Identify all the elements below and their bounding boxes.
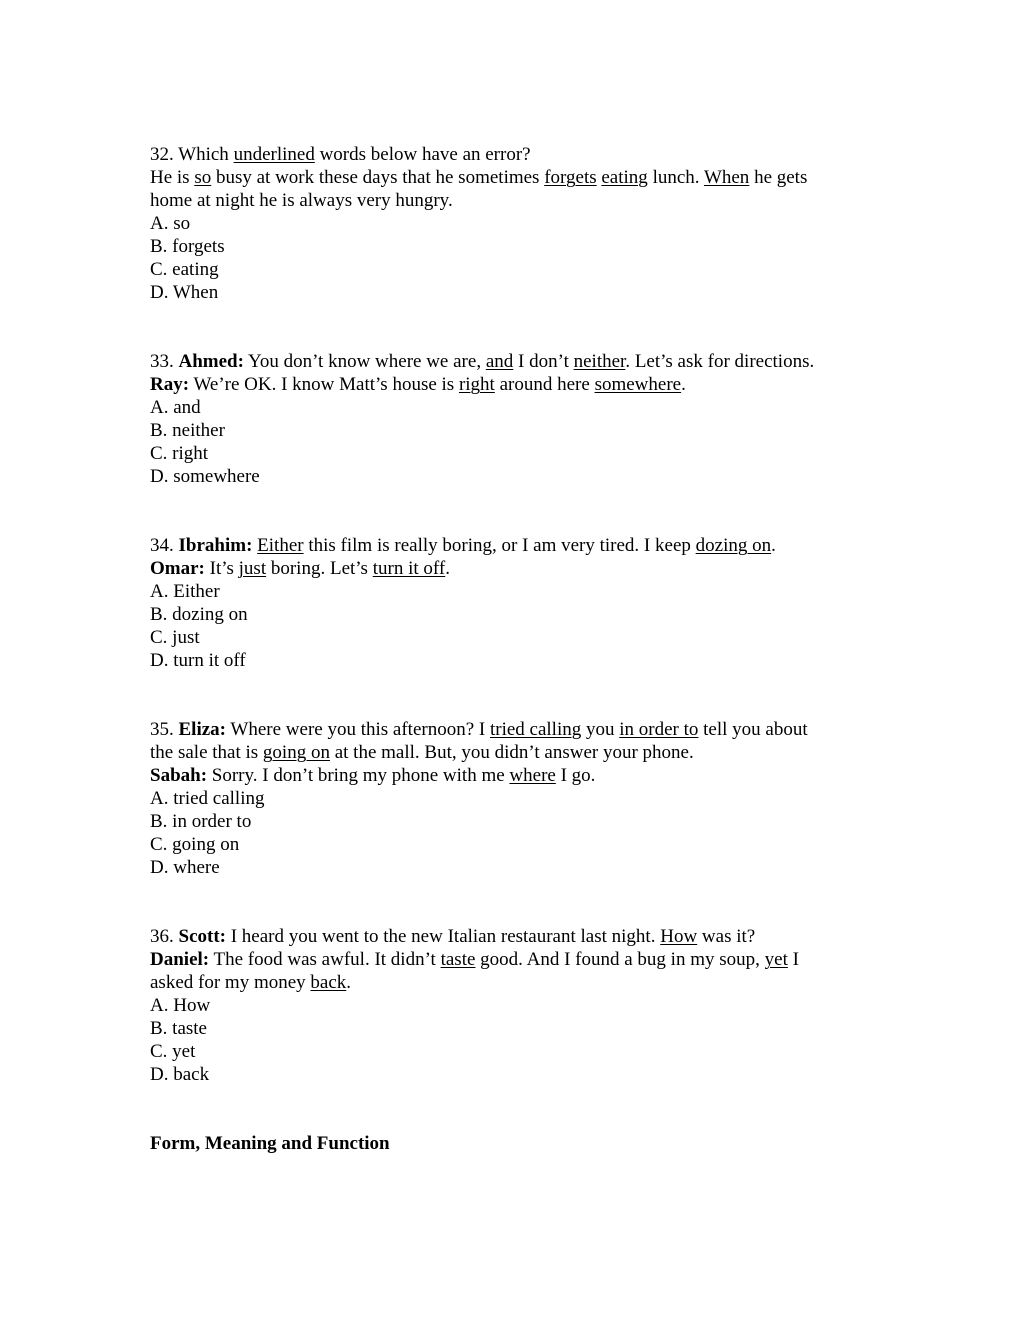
answer-option: B. dozing on xyxy=(150,604,248,625)
underlined-word: eating xyxy=(601,167,648,188)
underlined-word: underlined xyxy=(233,144,315,165)
answer-option: C. going on xyxy=(150,834,240,855)
answer-option: D. turn it off xyxy=(150,650,246,671)
speaker-name: Scott: xyxy=(178,926,226,947)
question-block xyxy=(150,718,870,879)
answer-option: D. where xyxy=(150,857,220,878)
underlined-word: Either xyxy=(257,535,304,556)
question-spacer xyxy=(150,879,870,925)
text-run: 33. xyxy=(150,351,179,372)
question-block xyxy=(150,534,870,672)
question-spacer xyxy=(150,304,870,350)
underlined-word: in order to xyxy=(619,719,699,740)
speaker-name: Ahmed: xyxy=(178,351,244,372)
text-run: It’s xyxy=(204,558,239,579)
question-spacer xyxy=(150,488,870,534)
text-run: boring. Let’s xyxy=(266,558,373,579)
underlined-word: going on xyxy=(262,742,330,763)
text-run: 36. xyxy=(150,926,179,947)
text-run: asked for my money xyxy=(150,972,311,993)
question-spacer xyxy=(150,672,870,718)
answer-option: C. just xyxy=(150,627,200,648)
text-run: He is xyxy=(150,167,195,188)
answer-option: C. right xyxy=(150,443,209,464)
text-run: I xyxy=(787,949,799,970)
question-text-line xyxy=(150,971,870,994)
question-text-line xyxy=(150,189,870,212)
text-run: . xyxy=(445,558,450,579)
underlined-word: yet xyxy=(764,949,788,970)
underlined-word: forgets xyxy=(544,167,597,188)
text-run: Sorry. I don’t bring my phone with me xyxy=(207,765,510,786)
underlined-word: dozing on xyxy=(695,535,772,556)
text-run: You don’t know where we are, xyxy=(243,351,486,372)
question-text-line xyxy=(150,166,870,189)
text-run: . Let’s ask for directions. xyxy=(625,351,815,372)
text-run: The food was awful. It didn’t xyxy=(209,949,441,970)
underlined-word: When xyxy=(703,167,750,188)
underlined-word: neither xyxy=(573,351,626,372)
text-run: this film is really boring, or I am very tired. I keep xyxy=(303,535,696,556)
answer-option: D. When xyxy=(150,282,219,303)
text-run: We’re OK. I know Matt’s house is xyxy=(189,374,459,395)
answer-option: A. tried calling xyxy=(150,788,265,809)
question-block xyxy=(150,350,870,488)
text-run: you xyxy=(581,719,620,740)
text-run: was it? xyxy=(697,926,756,947)
underlined-word: How xyxy=(660,926,698,947)
question-block xyxy=(150,925,870,1086)
answer-option: A. Either xyxy=(150,581,220,602)
text-run: home at night he is always very hungry. xyxy=(150,190,453,211)
underlined-word: tried calling xyxy=(489,719,582,740)
underlined-word: so xyxy=(194,167,212,188)
speaker-name: Ibrahim: xyxy=(178,535,253,556)
speaker-name: Omar: xyxy=(150,558,205,579)
answer-option: A. How xyxy=(150,995,211,1016)
answer-option: B. in order to xyxy=(150,811,252,832)
text-run: lunch. xyxy=(647,167,704,188)
question-text-line xyxy=(150,764,870,787)
answer-option: A. so xyxy=(150,213,191,234)
text-run: around here xyxy=(494,374,595,395)
text-run: . xyxy=(771,535,776,556)
underlined-word: taste xyxy=(440,949,476,970)
text-run: 32. Which xyxy=(150,144,234,165)
answer-option: D. somewhere xyxy=(150,466,260,487)
question-text-line xyxy=(150,557,870,580)
answer-option: B. taste xyxy=(150,1018,207,1039)
underlined-word: right xyxy=(458,374,495,395)
text-run: he gets xyxy=(749,167,808,188)
text-run: tell you about xyxy=(698,719,808,740)
question-prompt-line xyxy=(150,143,870,166)
text-run: 35. xyxy=(150,719,179,740)
text-run: at the mall. But, you didn’t answer your phone. xyxy=(329,742,694,763)
underlined-word: where xyxy=(509,765,556,786)
text-run: I don’t xyxy=(513,351,574,372)
text-run: busy at work these days that he sometimes xyxy=(211,167,545,188)
text-run: . xyxy=(346,972,352,993)
text-run: 34. xyxy=(150,535,179,556)
answer-option: B. forgets xyxy=(150,236,225,257)
question-list xyxy=(150,143,870,1132)
answer-option: D. back xyxy=(150,1064,210,1085)
text-run: Where were you this afternoon? I xyxy=(226,719,490,740)
question-prompt-line xyxy=(150,534,870,557)
underlined-word: and xyxy=(485,351,514,372)
underlined-word: back xyxy=(310,972,347,993)
speaker-name: Ray: xyxy=(150,374,190,395)
text-run: I go. xyxy=(555,765,596,786)
underlined-word: turn it off xyxy=(372,558,446,579)
text-run: words below have an error? xyxy=(314,144,531,165)
answer-option: A. and xyxy=(150,397,201,418)
speaker-name: Sabah: xyxy=(150,765,208,786)
answer-option: C. eating xyxy=(150,259,219,280)
question-text-line xyxy=(150,741,870,764)
text-run: . xyxy=(681,374,686,395)
section-heading: Form, Meaning and Function xyxy=(150,1133,390,1154)
document-page xyxy=(150,143,870,1155)
question-prompt-line xyxy=(150,925,870,948)
question-spacer xyxy=(150,1086,870,1132)
text-run: the sale that is xyxy=(150,742,263,763)
question-prompt-line xyxy=(150,350,870,373)
answer-option: C. yet xyxy=(150,1041,196,1062)
speaker-name: Eliza: xyxy=(178,719,226,740)
underlined-word: somewhere xyxy=(594,374,682,395)
underlined-word: just xyxy=(238,558,267,579)
question-prompt-line xyxy=(150,718,870,741)
speaker-name: Daniel: xyxy=(150,949,210,970)
answer-option: B. neither xyxy=(150,420,225,441)
question-text-line xyxy=(150,373,870,396)
text-run: I heard you went to the new Italian restaurant last night. xyxy=(225,926,661,947)
question-block xyxy=(150,143,870,304)
question-text-line xyxy=(150,948,870,971)
text-run: good. And I found a bug in my soup, xyxy=(475,949,765,970)
